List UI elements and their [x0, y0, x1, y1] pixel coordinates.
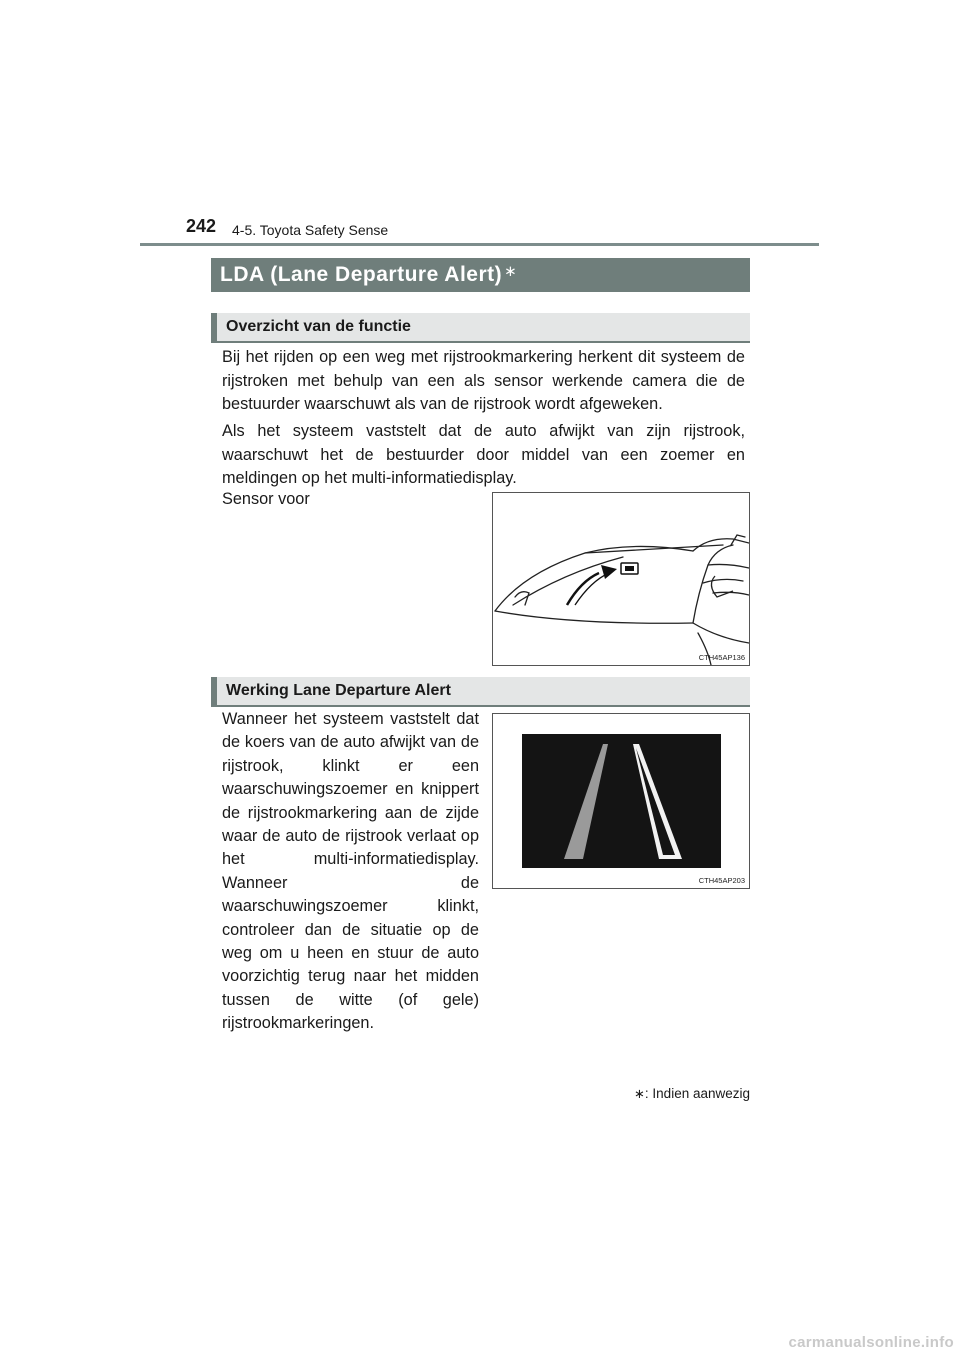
section-title: 4-5. Toyota Safety Sense — [232, 222, 389, 238]
subsection-heading-label: Overzicht van de functie — [226, 318, 411, 335]
paragraph-operation: Wanneer het systeem vaststelt dat de koers van de auto afwijkt van de rijstrook, klinkt er een waarschuwingszoemer en knippert de rijstrookmarkering aan de zijde waar de auto de rijstrook verlaat op het multi-informatiedisplay. Wanneer de waarschuwingszoemer klinkt, controleer dan de situatie op de weg om u heen en stuur de auto voorzichtig terug naar het midden tussen de witte (of gele) rijstrookmarkeringen. — [222, 710, 479, 1033]
subsection-heading-label: Werking Lane Departure Alert — [226, 682, 451, 699]
page-title-bar — [211, 258, 750, 292]
figure-code: CTH45AP203 — [698, 876, 745, 885]
optional-marker: ∗ — [504, 263, 518, 280]
heading-accent — [211, 313, 217, 341]
header-divider — [140, 243, 819, 246]
paragraph-sensor-label: Sensor voor — [222, 490, 310, 508]
subsection-heading-overview — [211, 313, 750, 343]
lane-marking-display-illustration — [493, 714, 749, 888]
subsection-heading-operation — [211, 677, 750, 707]
watermark: carmanualsonline.info — [788, 1334, 954, 1351]
page-title: LDA (Lane Departure Alert) — [220, 263, 503, 286]
footnote-text: : Indien aanwezig — [644, 1086, 750, 1101]
heading-accent — [211, 677, 217, 705]
page-number: 242 — [186, 216, 217, 236]
figure-code: CTH45AP136 — [698, 653, 745, 662]
footnote — [634, 1086, 750, 1102]
paragraph-overview: Bij het rijden op een weg met rijstrookmarkering herkent dit systeem de rijstroken met behulp van een als sensor werkende camera die de bestuurder waarschuwt als van de rijstrook wordt afgeweken. — [222, 348, 745, 413]
footnote-marker: ∗ — [634, 1086, 645, 1101]
paragraph-warning: Als het systeem vaststelt dat de auto afwijkt van zijn rijstrook, waarschuwt het de bestuurder door middel van een zoemer en meldingen op het multi-informatiedisplay. — [222, 422, 745, 487]
windshield-camera-illustration — [493, 493, 749, 665]
figure-lane-display — [492, 713, 750, 889]
figure-windshield-sensor — [492, 492, 750, 666]
